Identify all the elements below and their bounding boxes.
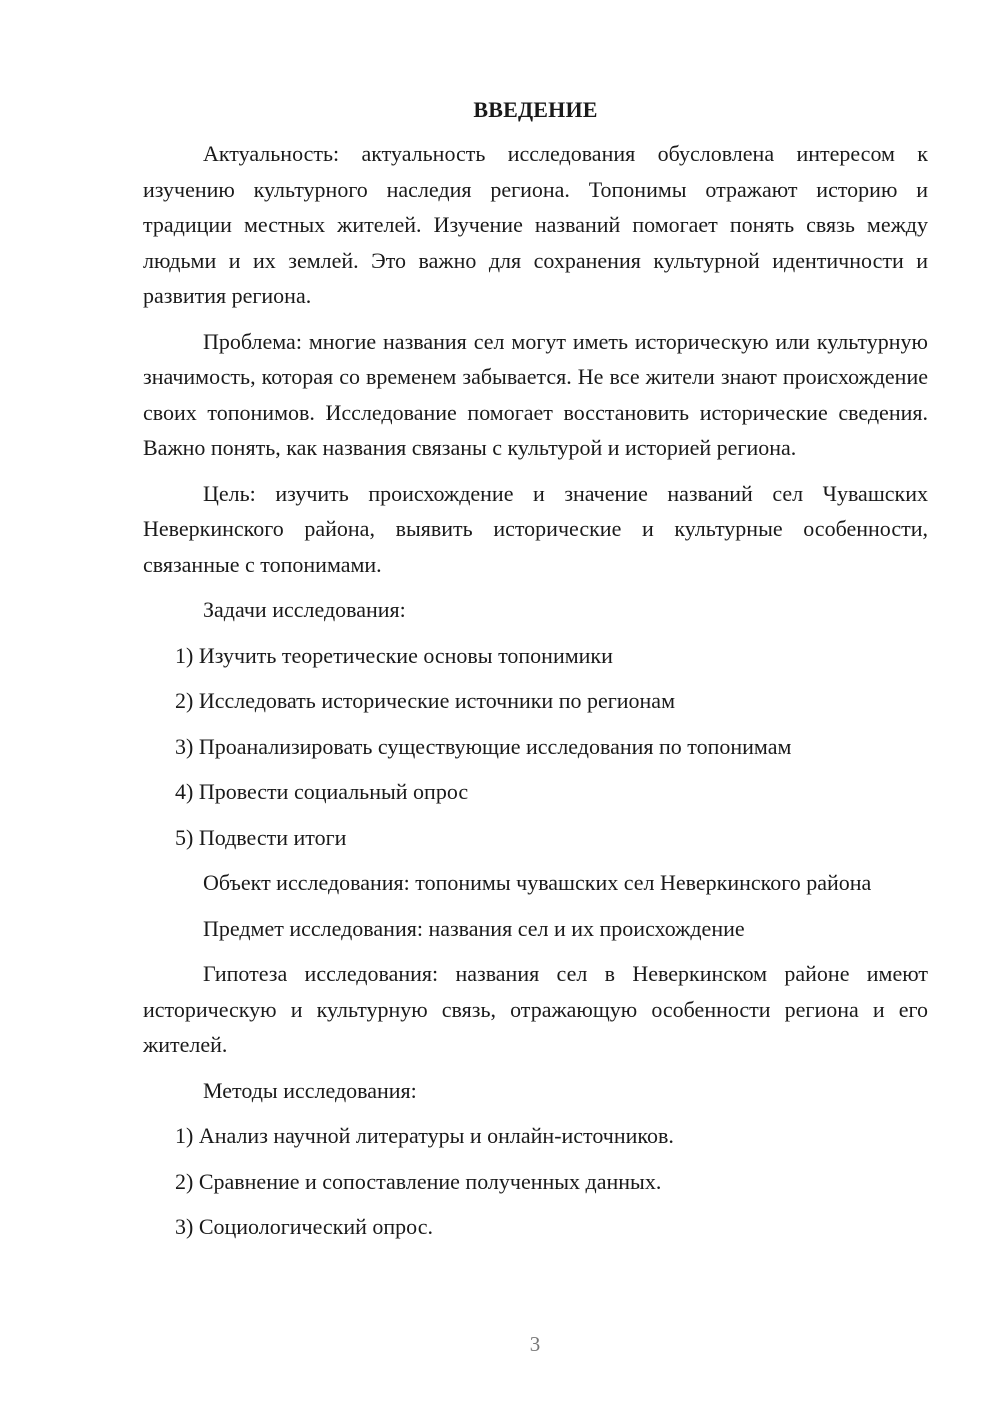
tasks-list — [143, 638, 928, 856]
list-item: 2) Исследовать исторические источники по регионам — [175, 688, 675, 713]
methods-heading: Методы исследования: — [203, 1077, 417, 1103]
list-item: 1) Анализ научной литературы и онлайн-источников. — [175, 1123, 674, 1148]
list-item: 1) Изучить теоретические основы топонимики — [175, 642, 613, 668]
object-paragraph: Объект исследования: топонимы чувашских сел Неверкинского района — [203, 870, 872, 895]
relevance-paragraph: Актуальность: актуальность исследования обусловлена интересом к изучению культурного наследия региона. Топонимы отражают историю и традиции местных жителей. Изучение названий помогает понять связь между людьми и их землей. Это важно для сохранения культурной идентичности и развития региона. — [143, 141, 928, 308]
page-number: 3 — [529, 1332, 541, 1356]
hypothesis-paragraph: Гипотеза исследования: названия сел в Неверкинском районе имеют историческую и культурную связь, отражающую особенности региона и его жителей. — [143, 961, 928, 1057]
tasks-heading: Задачи исследования: — [203, 597, 406, 622]
goal-paragraph: Цель: изучить происхождение и значение названий сел Чувашских Неверкинского района, выявить исторические и культурные особенности, связанные с топонимами. — [143, 480, 928, 577]
list-item: 3) Проанализировать существующие исследования по топонимам — [175, 733, 792, 759]
list-item: 2) Сравнение и сопоставление полученных данных. — [175, 1168, 662, 1194]
list-item: 4) Провести социальный опрос — [175, 779, 469, 804]
list-item: 5) Подвести итоги — [175, 824, 347, 850]
problem-paragraph: Проблема: многие названия сел могут иметь историческую или культурную значимость, которая со временем забывается. Не все жители знают происхождение своих топонимов. Исследование помогает восстановить исторические сведения. Важно понять, как названия связаны с культурой и историей региона. — [143, 328, 928, 460]
section-title: ВВЕДЕНИЕ — [473, 97, 598, 122]
document-page — [143, 96, 928, 1255]
list-item: 3) Социологический опрос. — [175, 1214, 433, 1239]
subject-paragraph: Предмет исследования: названия сел и их происхождение — [203, 915, 745, 941]
methods-list — [143, 1118, 928, 1245]
